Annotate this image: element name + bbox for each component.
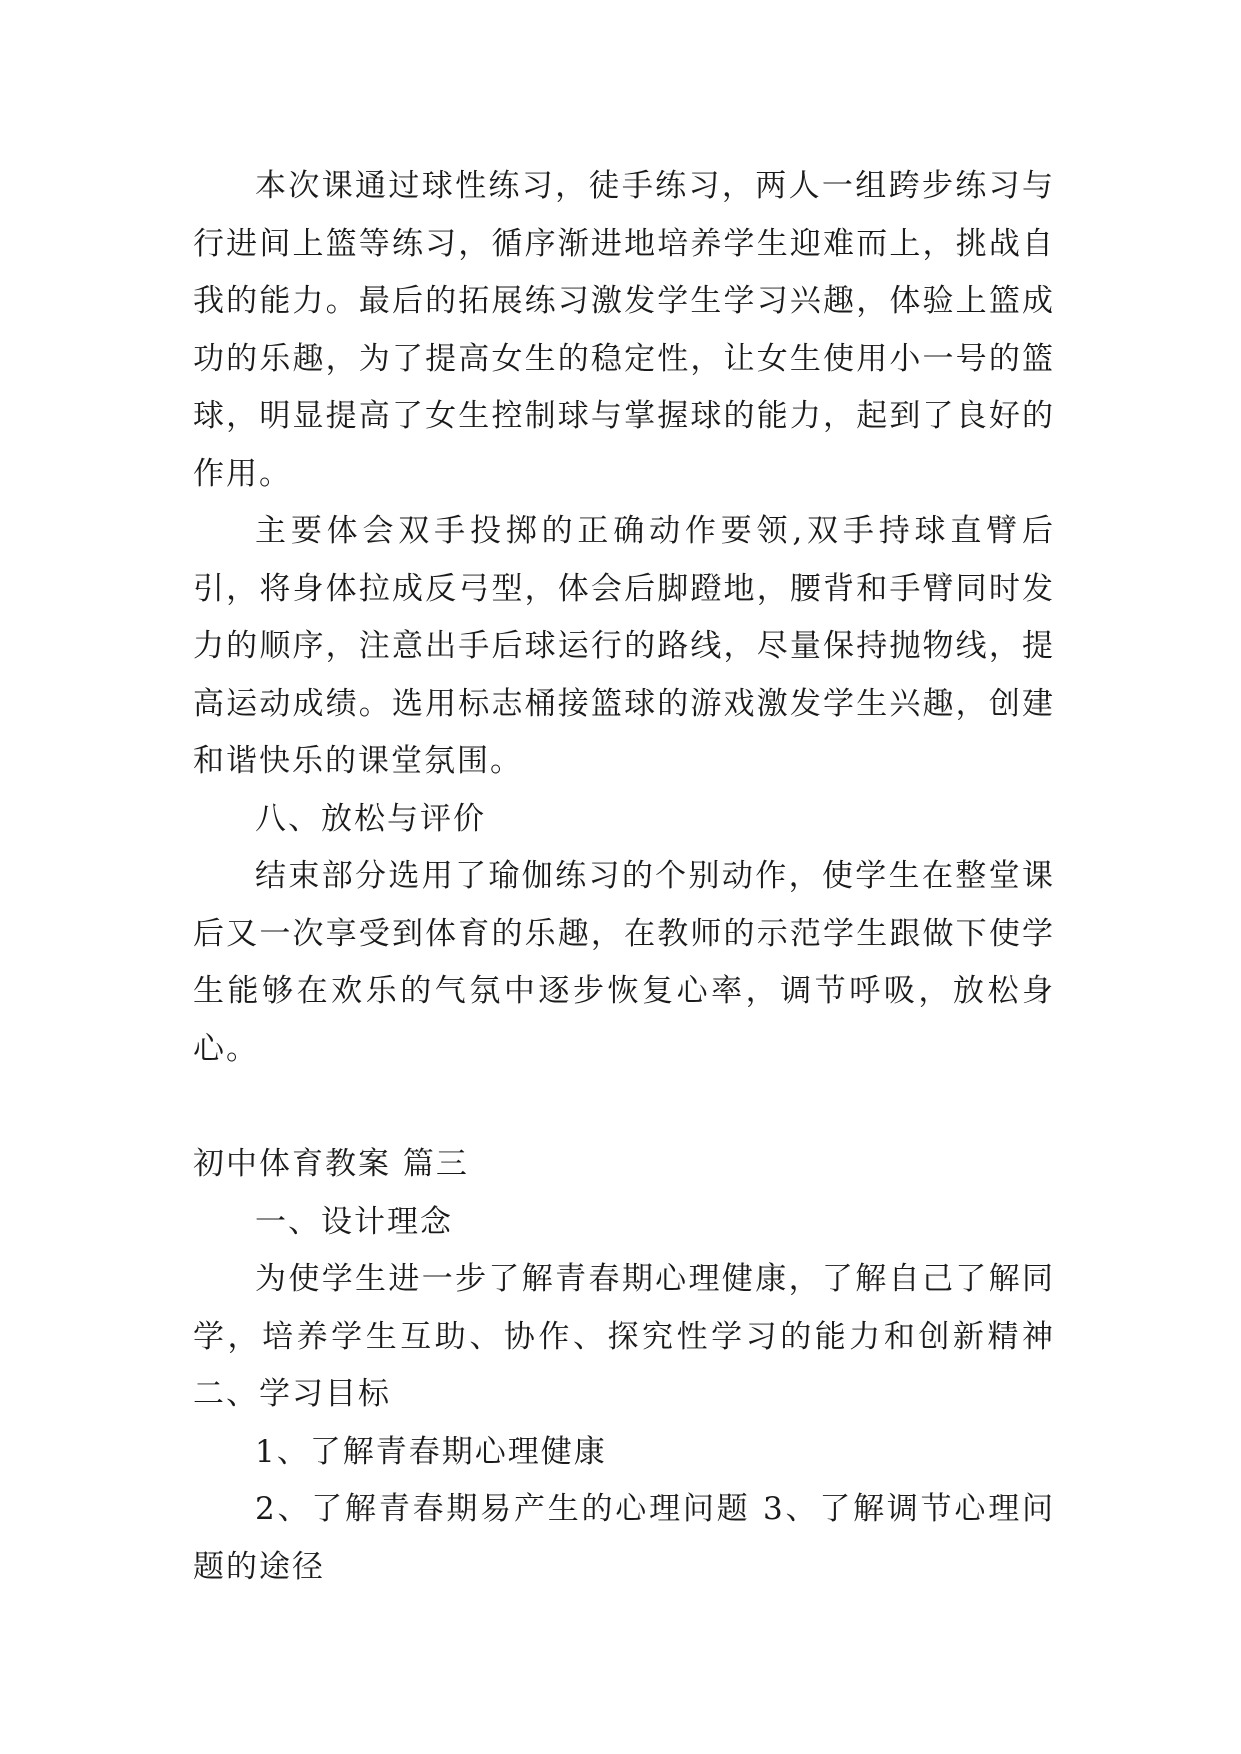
paragraph-design-concept: 为使学生进一步了解青春期心理健康，了解自己了解同学，培养学生互助、协作、探究性学习的能力和创新精神二、学习目标	[193, 1261, 1055, 1412]
heading-design-concept: 一、设计理念	[255, 1203, 453, 1240]
document-page	[193, 158, 1055, 1596]
heading-relax-and-evaluate: 八、放松与评价	[255, 800, 486, 837]
paragraph-class-summary: 本次课通过球性练习，徒手练习，两人一组跨步练习与行进间上篮等练习，循序渐进地培养学生迎难而上，挑战自我的能力。最后的拓展练习激发学生学习兴趣，体验上篮成功的乐趣，为了提高女生的稳定性，让女生使用小一号的篮球，明显提高了女生控制球与掌握球的能力，起到了良好的作用。	[193, 168, 1055, 492]
section-spacer	[193, 1078, 1055, 1136]
paragraph-ending-yoga: 结束部分选用了瑜伽练习的个别动作，使学生在整堂课后又一次享受到体育的乐趣，在教师的示范学生跟做下使学生能够在欢乐的气氛中逐步恢复心率，调节呼吸，放松身心。	[193, 858, 1055, 1067]
paragraph-throwing-technique: 主要体会双手投掷的正确动作要领,双手持球直臂后引，将身体拉成反弓型，体会后脚蹬地，腰背和手臂同时发力的顺序，注意出手后球运行的路线，尽量保持抛物线，提高运动成绩。选用标志桶接篮球的游戏激发学生兴趣，创建和谐快乐的课堂氛围。	[193, 513, 1055, 779]
list-item-goal-2-3: 2、了解青春期易产生的心理问题 3、了解调节心理问题的途径	[193, 1491, 1055, 1585]
list-item-goal-1: 1、了解青春期心理健康	[255, 1433, 607, 1470]
section-title-part-three: 初中体育教案 篇三	[193, 1146, 469, 1182]
